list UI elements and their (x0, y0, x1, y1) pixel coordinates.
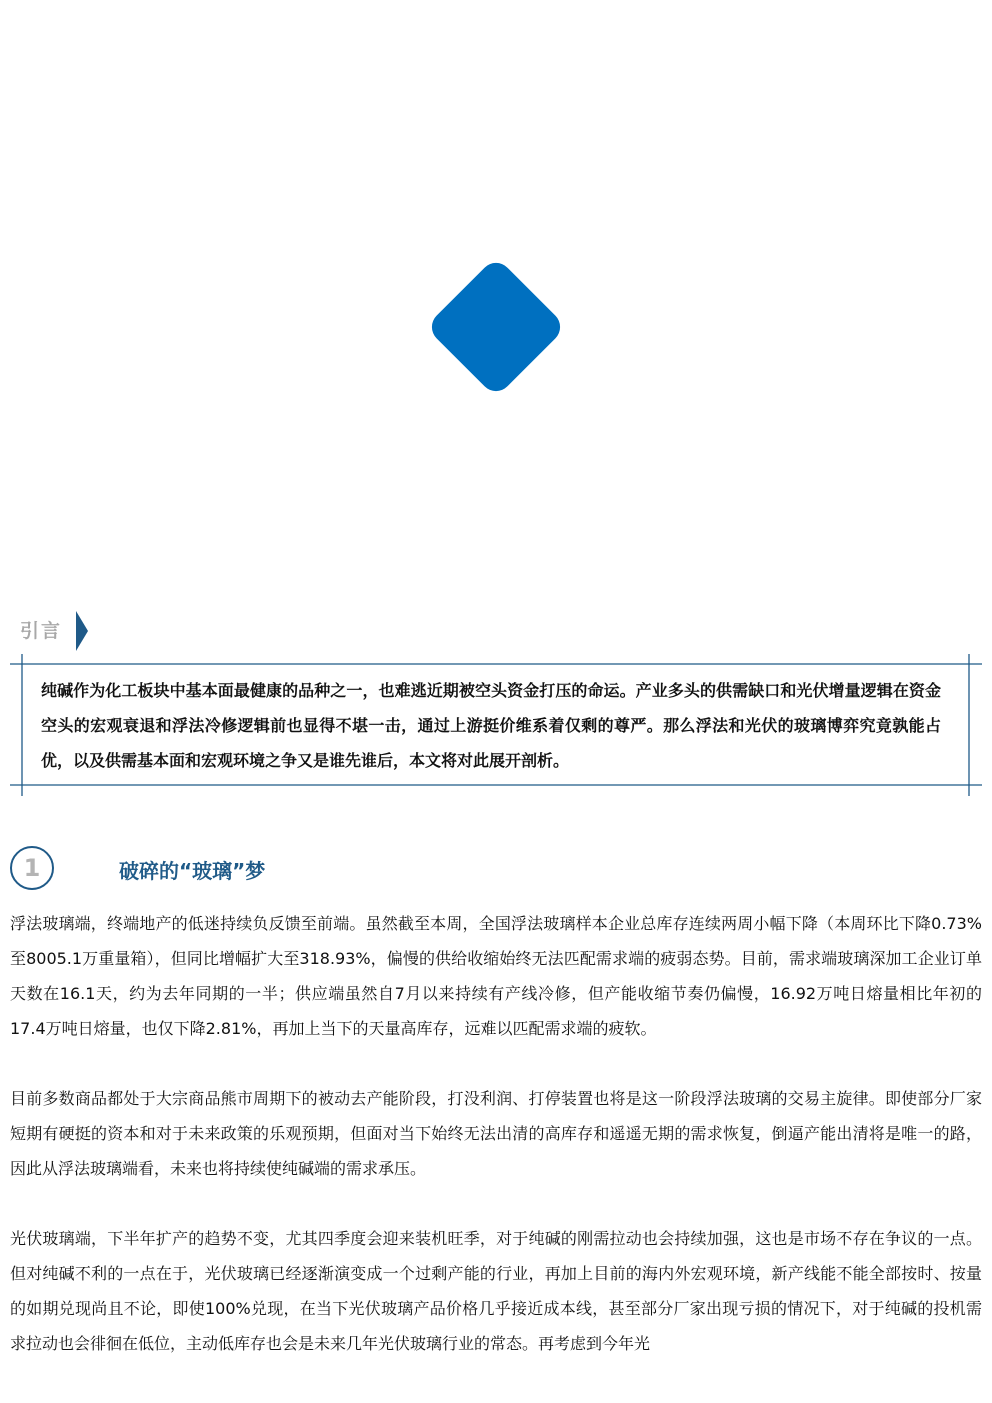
body-paragraph: 光伏玻璃端，下半年扩产的趋势不变，尤其四季度会迎来装机旺季，对于纯碱的刚需拉动也会持续加强，这也是市场不存在争议的一点。但对纯碱不利的一点在于，光伏玻璃已经逐渐演变成一个过剩产能的行业，再加上目前的海内外宏观环境，新产线能不能全部按时、按量的如期兑现尚且不论，即使100%兑现，在当下光伏玻璃产品价格几乎接近成本线，甚至部分厂家出现亏损的情况下，对于纯碱的投机需求拉动也会徘徊在低位，主动低库存也会是未来几年光伏玻璃行业的常态。再考虑到今年光 (10, 1229, 982, 1353)
intro-arrow-icon (76, 611, 88, 651)
intro-label: 引言 (20, 620, 63, 642)
body-paragraph: 目前多数商品都处于大宗商品熊市周期下的被动去产能阶段，打没利润、打停装置也将是这一阶段浮法玻璃的交易主旋律。即使部分厂家短期有硬挺的资本和对于未来政策的乐观预期，但面对当下始终无法出清的高库存和遥遥无期的需求恢复，倒逼产能出清将是唯一的路，因此从浮法玻璃端看，未来也将持续使纯碱端的需求承压。 (10, 1089, 982, 1178)
brand-diamond-logo (425, 256, 567, 398)
section-title: 破碎的“玻璃”梦 (119, 859, 266, 883)
intro-abstract: 纯碱作为化工板块中基本面最健康的品种之一，也难逃近期被空头资金打压的命运。产业多头的供需缺口和光伏增量逻辑在资金空头的宏观衰退和浮法冷修逻辑前也显得不堪一击，通过上游挺价维系着仅剩的尊严。那么浮法和光伏的玻璃博弈究竟孰能占优，以及供需基本面和宏观环境之争又是谁先谁后，本文将对此展开剖析。 (41, 681, 941, 770)
body-paragraph: 浮法玻璃端，终端地产的低迷持续负反馈至前端。虽然截至本周，全国浮法玻璃样本企业总库存连续两周小幅下降（本周环比下降0.73%至8005.1万重量箱），但同比增幅扩大至318.93%，偏慢的供给收缩始终无法匹配需求端的疲弱态势。目前，需求端玻璃深加工企业订单天数在16.1天，约为去年同期的一半；供应端虽然自7月以来持续有产线冷修，但产能收缩节奏仍偏慢，16.92万吨日熔量相比年初的17.4万吨日熔量，也仅下降2.81%，再加上当下的天量高库存，远难以匹配需求端的疲软。 (10, 914, 982, 1038)
section-number-badge: 1 (10, 846, 54, 890)
